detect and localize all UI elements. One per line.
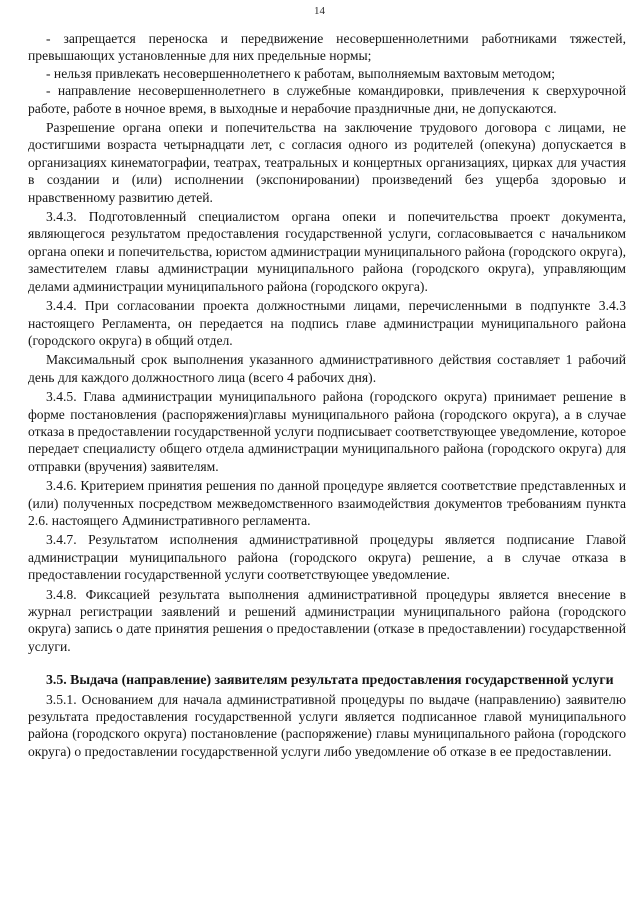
paragraph-restriction-weights: - запрещается переноска и передвижение несовершеннолетними работниками тяжестей, превышающих установленные для них предельные нормы; — [28, 31, 626, 64]
paragraph-3-4-3: 3.4.3. Подготовленный специалистом органа опеки и попечительства проект документа, являющегося результатом предоставления государственной услуги, согласовывается с начальником органа опеки и попечительства, юристом администрации муниципального района (городского округа), заместителем главы администрации муниципального района (городского округа), управляющим делами администрации муниципального района (городского округа). — [28, 209, 626, 294]
paragraph-3-4-4: 3.4.4. При согласовании проекта должностными лицами, перечисленными в подпункте 3.4.3 настоящего Регламента, он передается на подпись главе администрации муниципального района (городского округа) в общий отдел. — [28, 298, 626, 348]
paragraph-3-4-6: 3.4.6. Критерием принятия решения по данной процедуре является соответствие представленных и (или) полученных посредством межведомственного взаимодействия документов требованиям пункта 2.6. настоящего Административного регламента. — [28, 478, 626, 528]
paragraph-guardianship-permission: Разрешение органа опеки и попечительства на заключение трудового договора с лицами, не достигшими возраста четырнадцати лет, с согласия одного из родителей (опекуна) допускается в организациях кинематографии, театрах, театральных и концертных организациях, цирках для участия в создании и (или) исполнении (экспонировании) произведений без ущерба здоровью и нравственному развитию детей. — [28, 120, 626, 205]
paragraph-3-5-1: 3.5.1. Основанием для начала административной процедуры по выдаче (направлению) заявителю результата предоставления государственной услуги является подписанное главой муниципального района (городского округа) постановление (распоряжение) главы муниципального района (городского округа) о предоставлении государственной услуги либо уведомление об отказе в ее предоставлении. — [28, 691, 626, 759]
paragraph-3-4-5: 3.4.5. Глава администрации муниципального района (городского округа) принимает решение в форме постановления (распоряжения)главы муниципального района (городского округа), а в случае отказа в предоставлении государственной услуги подписывает соответствующее уведомление, которое передает специалисту общего отдела администрации муниципального района (городского округа) для отправки (вручения) заявителям. — [28, 389, 626, 474]
paragraph-restriction-travel: - направление несовершеннолетнего в служебные командировки, привлечения к сверхурочной работе, работе в ночное время, в выходные и нерабочие праздничные дни, не допускаются. — [28, 83, 626, 116]
paragraph-3-4-8: 3.4.8. Фиксацией результата выполнения административной процедуры является внесение в журнал регистрации заявлений и решений администрации муниципального района (городского округа) запись о дате принятия решения о предоставлении (отказе в предоставлении) государственной услуги. — [28, 586, 626, 654]
document-page — [28, 30, 626, 890]
paragraph-restriction-shift: - нельзя привлекать несовершеннолетнего к работам, выполняемым вахтовым методом; — [46, 65, 555, 81]
page-number: 14 — [314, 5, 325, 17]
section-title-3-5: 3.5. Выдача (направление) заявителям результата предоставления государственной услуги — [46, 672, 614, 688]
paragraph-3-4-7: 3.4.7. Результатом исполнения административной процедуры является подписание Главой администрации муниципального района (городского округа) решение, а в случае отказа в предоставлении государственной услуги соответствующее уведомление. — [28, 532, 626, 583]
paragraph-max-term: Максимальный срок выполнения указанного административного действия составляет 1 рабочий день для каждого должностного лица (всего 4 рабочих дня). — [28, 352, 626, 385]
